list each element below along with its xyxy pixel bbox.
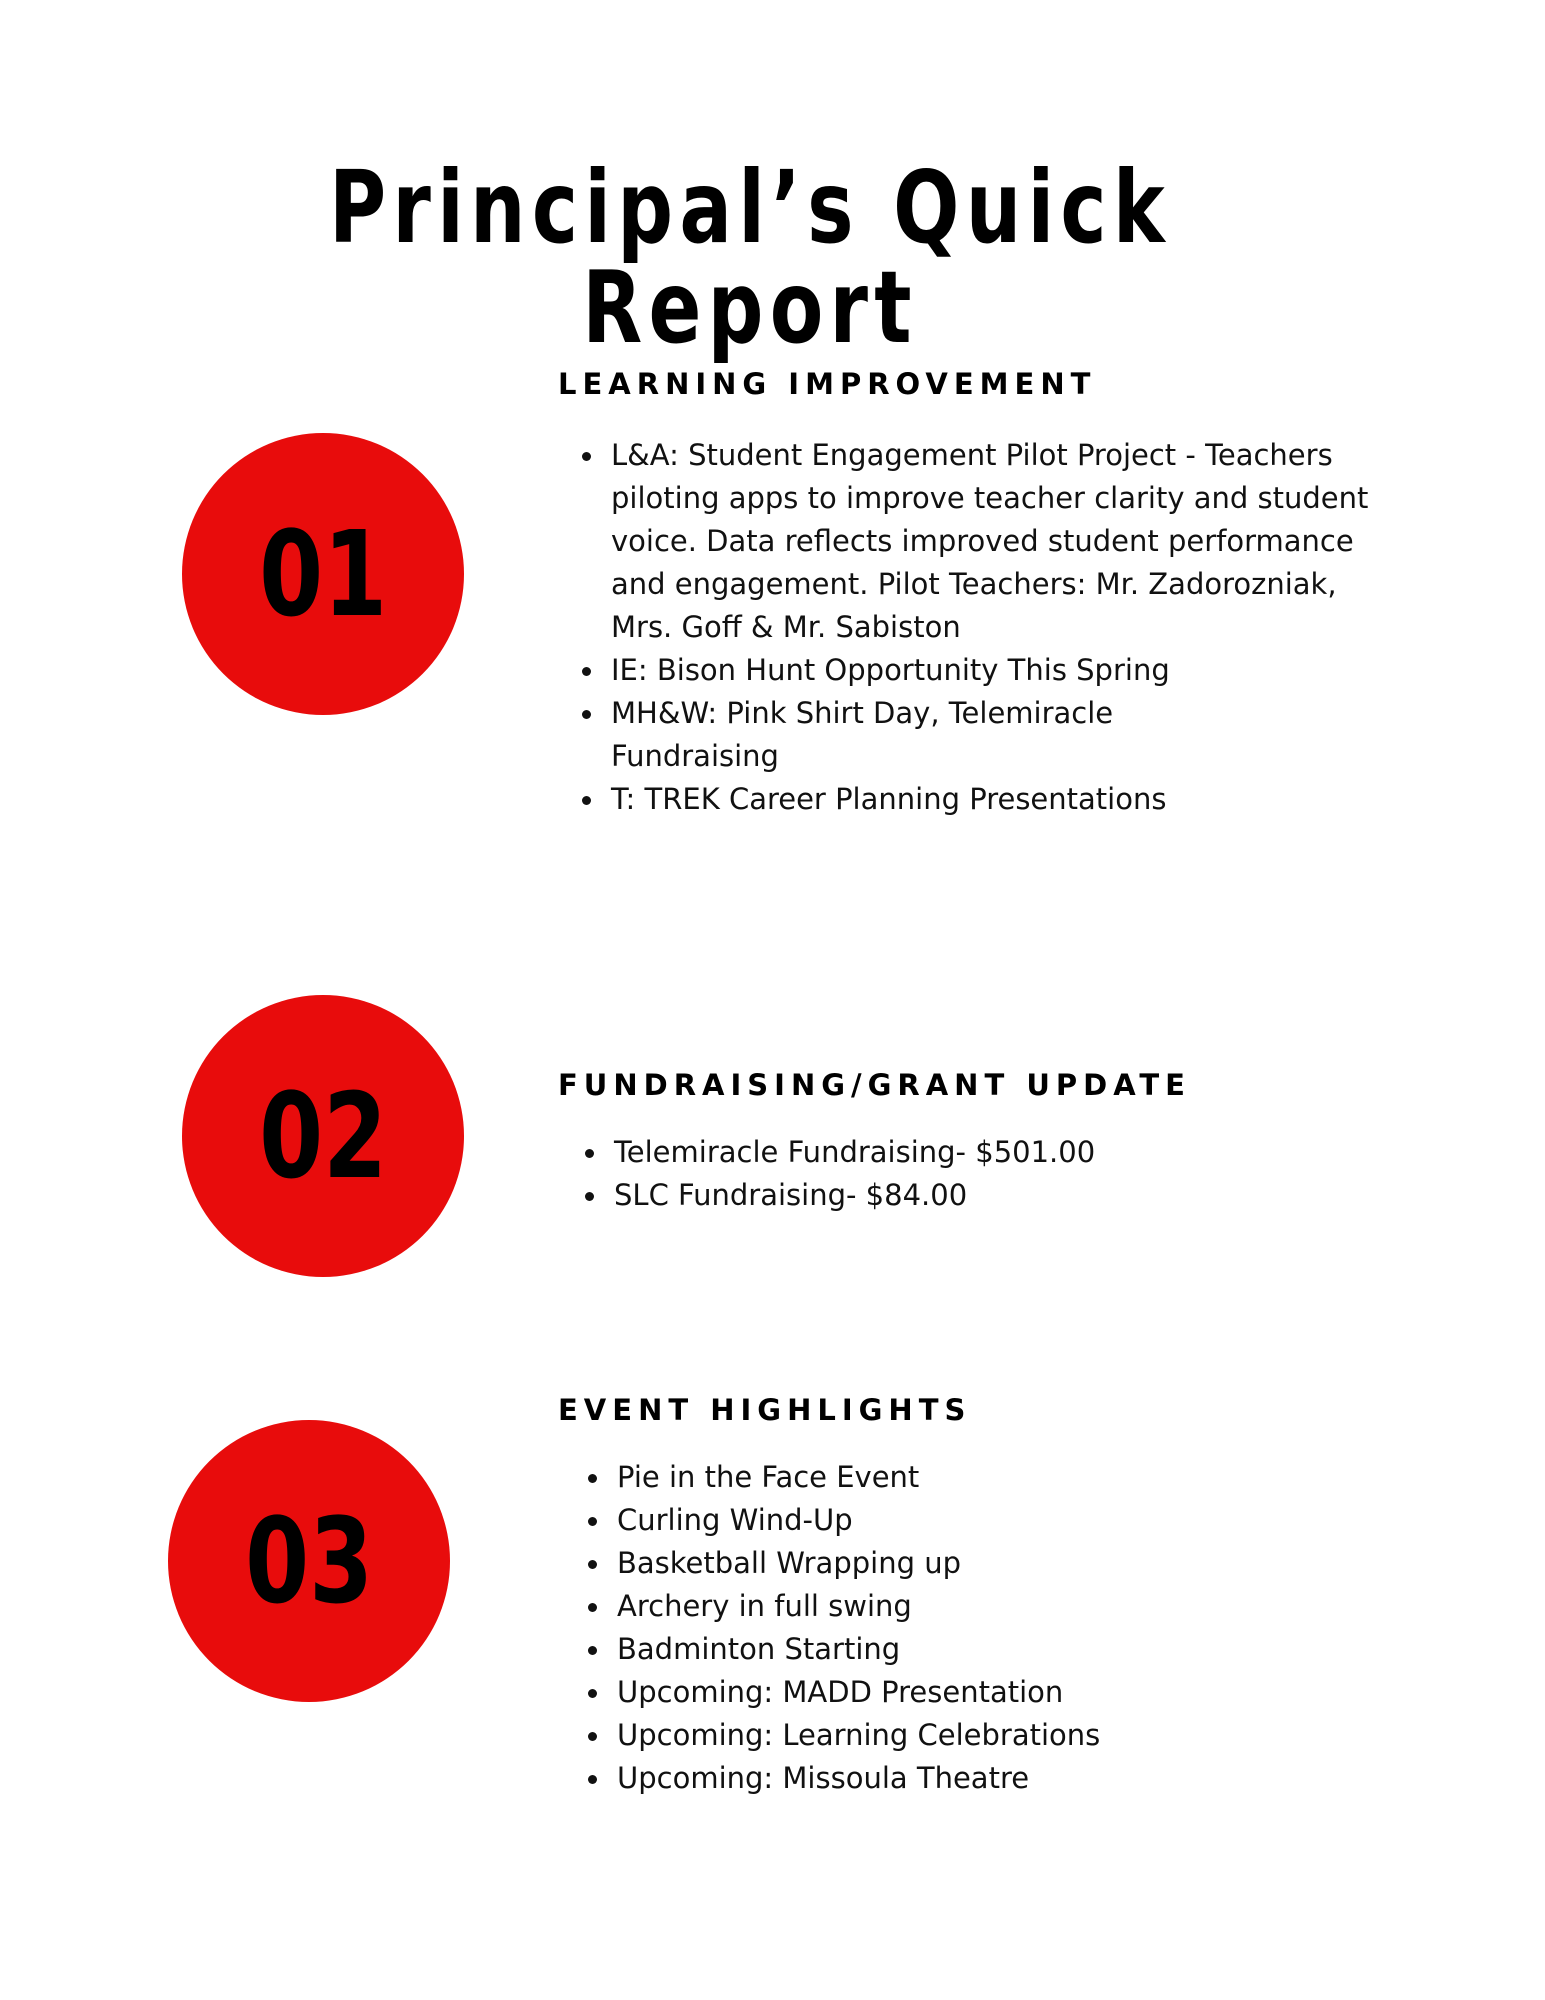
page-title: Principal’s Quick Report [328, 149, 1172, 366]
section-number: 01 [258, 505, 388, 643]
list-item: L&A: Student Engagement Pilot Project - Teachers piloting apps to improve teacher clarity and student voice. Data reflects improved student performance and engagement. Pilot Teachers: Mr. Zadorozniak, Mrs. Goff & Mr. Sabiston [558, 434, 1398, 649]
section-number-badge [182, 433, 464, 715]
list-item: Archery in full swing [564, 1585, 1404, 1628]
list-item: IE: Bison Hunt Opportunity This Spring [558, 649, 1398, 692]
list-item: Telemiracle Fundraising- $501.00 [561, 1131, 1401, 1174]
section-heading-event-highlights: EVENT HIGHLIGHTS [558, 1393, 972, 1427]
section-number-badge [182, 995, 464, 1277]
section-number: 02 [258, 1067, 388, 1205]
list-item: Curling Wind-Up [564, 1499, 1404, 1542]
list-item: T: TREK Career Planning Presentations [558, 778, 1398, 821]
section-heading-learning-improvement: LEARNING IMPROVEMENT [558, 367, 1097, 401]
learning-improvement-list [558, 434, 1398, 821]
list-item: Pie in the Face Event [564, 1456, 1404, 1499]
fundraising-list [561, 1131, 1401, 1217]
event-highlights-list [564, 1456, 1404, 1800]
list-item: Upcoming: MADD Presentation [564, 1671, 1404, 1714]
list-item: Upcoming: Missoula Theatre [564, 1757, 1404, 1800]
list-item: SLC Fundraising- $84.00 [561, 1174, 1401, 1217]
list-item: Badminton Starting [564, 1628, 1404, 1671]
section-heading-fundraising-grant-update: FUNDRAISING/GRANT UPDATE [558, 1068, 1191, 1102]
section-number: 03 [244, 1492, 374, 1630]
list-item: MH&W: Pink Shirt Day, Telemiracle Fundraising [558, 692, 1398, 778]
list-item: Upcoming: Learning Celebrations [564, 1714, 1404, 1757]
section-number-badge [168, 1420, 450, 1702]
list-item: Basketball Wrapping up [564, 1542, 1404, 1585]
